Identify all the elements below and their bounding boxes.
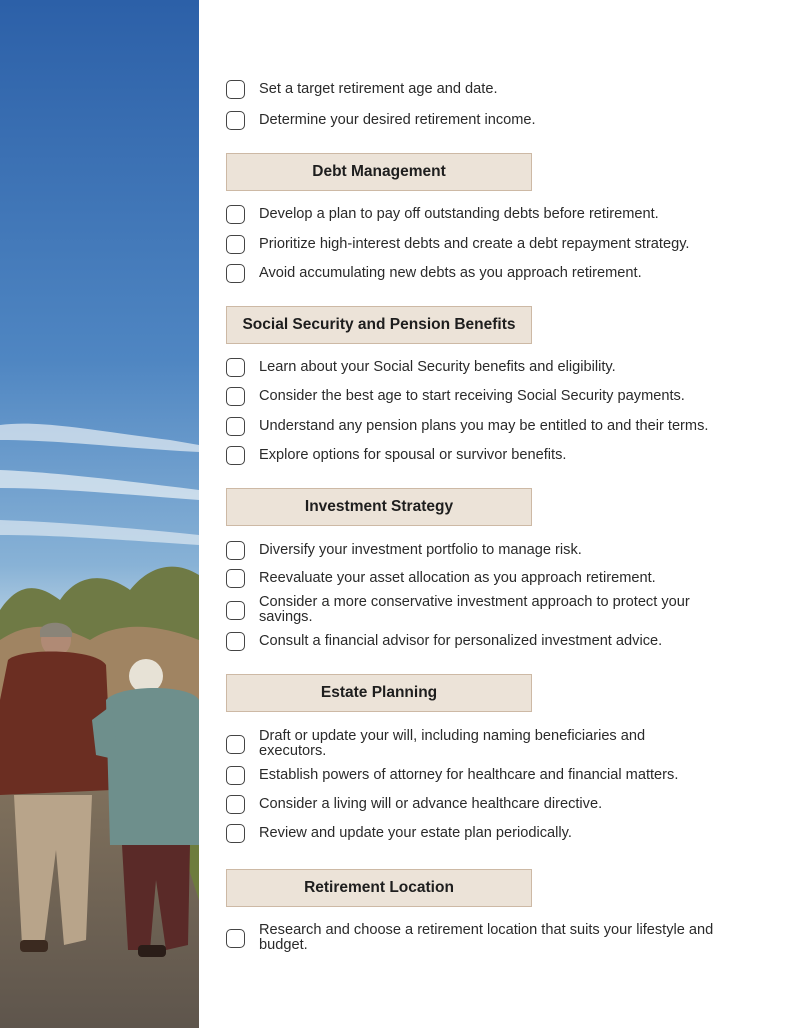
list-item[interactable] bbox=[226, 80, 716, 99]
list-item[interactable] bbox=[226, 923, 716, 953]
item-label: Learn about your Social Security benefits and eligibility. bbox=[259, 359, 616, 375]
item-label: Determine your desired retirement income. bbox=[259, 112, 536, 128]
list-item[interactable] bbox=[226, 111, 716, 130]
item-label: Avoid accumulating new debts as you approach retirement. bbox=[259, 265, 642, 281]
list-item[interactable] bbox=[226, 417, 716, 436]
checkbox[interactable] bbox=[226, 541, 245, 560]
item-label: Develop a plan to pay off outstanding debts before retirement. bbox=[259, 206, 659, 222]
list-item[interactable] bbox=[226, 446, 716, 465]
item-label: Review and update your estate plan periodically. bbox=[259, 825, 572, 841]
item-label: Diversify your investment portfolio to manage risk. bbox=[259, 542, 582, 558]
list-item[interactable] bbox=[226, 632, 716, 651]
checkbox[interactable] bbox=[226, 446, 245, 465]
list-item[interactable] bbox=[226, 387, 716, 406]
section-heading-debt-management: Debt Management bbox=[226, 153, 532, 191]
list-item[interactable] bbox=[226, 205, 716, 224]
section-heading-investment-strategy: Investment Strategy bbox=[226, 488, 532, 526]
checkbox[interactable] bbox=[226, 387, 245, 406]
checkbox[interactable] bbox=[226, 358, 245, 377]
section-heading-estate-planning: Estate Planning bbox=[226, 674, 532, 712]
checkbox[interactable] bbox=[226, 929, 245, 948]
list-item[interactable] bbox=[226, 729, 716, 759]
checkbox[interactable] bbox=[226, 417, 245, 436]
checkbox[interactable] bbox=[226, 569, 245, 588]
list-item[interactable] bbox=[226, 795, 716, 814]
list-item[interactable] bbox=[226, 595, 716, 625]
item-label: Establish powers of attorney for healthcare and financial matters. bbox=[259, 767, 679, 783]
list-item[interactable] bbox=[226, 264, 716, 283]
section-heading-retirement-location: Retirement Location bbox=[226, 869, 532, 907]
checkbox[interactable] bbox=[226, 795, 245, 814]
item-label: Consider the best age to start receiving Social Security payments. bbox=[259, 388, 685, 404]
checkbox[interactable] bbox=[226, 601, 245, 620]
checkbox[interactable] bbox=[226, 205, 245, 224]
list-item[interactable] bbox=[226, 766, 716, 785]
checkbox[interactable] bbox=[226, 766, 245, 785]
item-label: Consider a living will or advance healthcare directive. bbox=[259, 796, 603, 812]
list-item[interactable] bbox=[226, 358, 716, 377]
checkbox[interactable] bbox=[226, 264, 245, 283]
list-item[interactable] bbox=[226, 569, 716, 588]
checkbox[interactable] bbox=[226, 824, 245, 843]
item-label: Research and choose a retirement location that suits your lifestyle and budget. bbox=[259, 922, 714, 953]
item-label: Explore options for spousal or survivor benefits. bbox=[259, 447, 567, 463]
checkbox[interactable] bbox=[226, 632, 245, 651]
checkbox[interactable] bbox=[226, 735, 245, 754]
list-item[interactable] bbox=[226, 824, 716, 843]
item-label: Understand any pension plans you may be entitled to and their terms. bbox=[259, 418, 709, 434]
checkbox[interactable] bbox=[226, 111, 245, 130]
item-label: Consider a more conservative investment approach to protect your savings. bbox=[259, 594, 690, 625]
item-label: Draft or update your will, including naming beneficiaries and executors. bbox=[259, 728, 646, 759]
list-item[interactable] bbox=[226, 235, 716, 254]
list-item[interactable] bbox=[226, 541, 716, 560]
item-label: Reevaluate your asset allocation as you approach retirement. bbox=[259, 570, 656, 586]
checkbox[interactable] bbox=[226, 235, 245, 254]
item-label: Consult a financial advisor for personalized investment advice. bbox=[259, 633, 663, 649]
item-label: Set a target retirement age and date. bbox=[259, 81, 498, 97]
item-label: Prioritize high-interest debts and create a debt repayment strategy. bbox=[259, 236, 690, 252]
section-heading-social-security: Social Security and Pension Benefits bbox=[226, 306, 532, 344]
checkbox[interactable] bbox=[226, 80, 245, 99]
